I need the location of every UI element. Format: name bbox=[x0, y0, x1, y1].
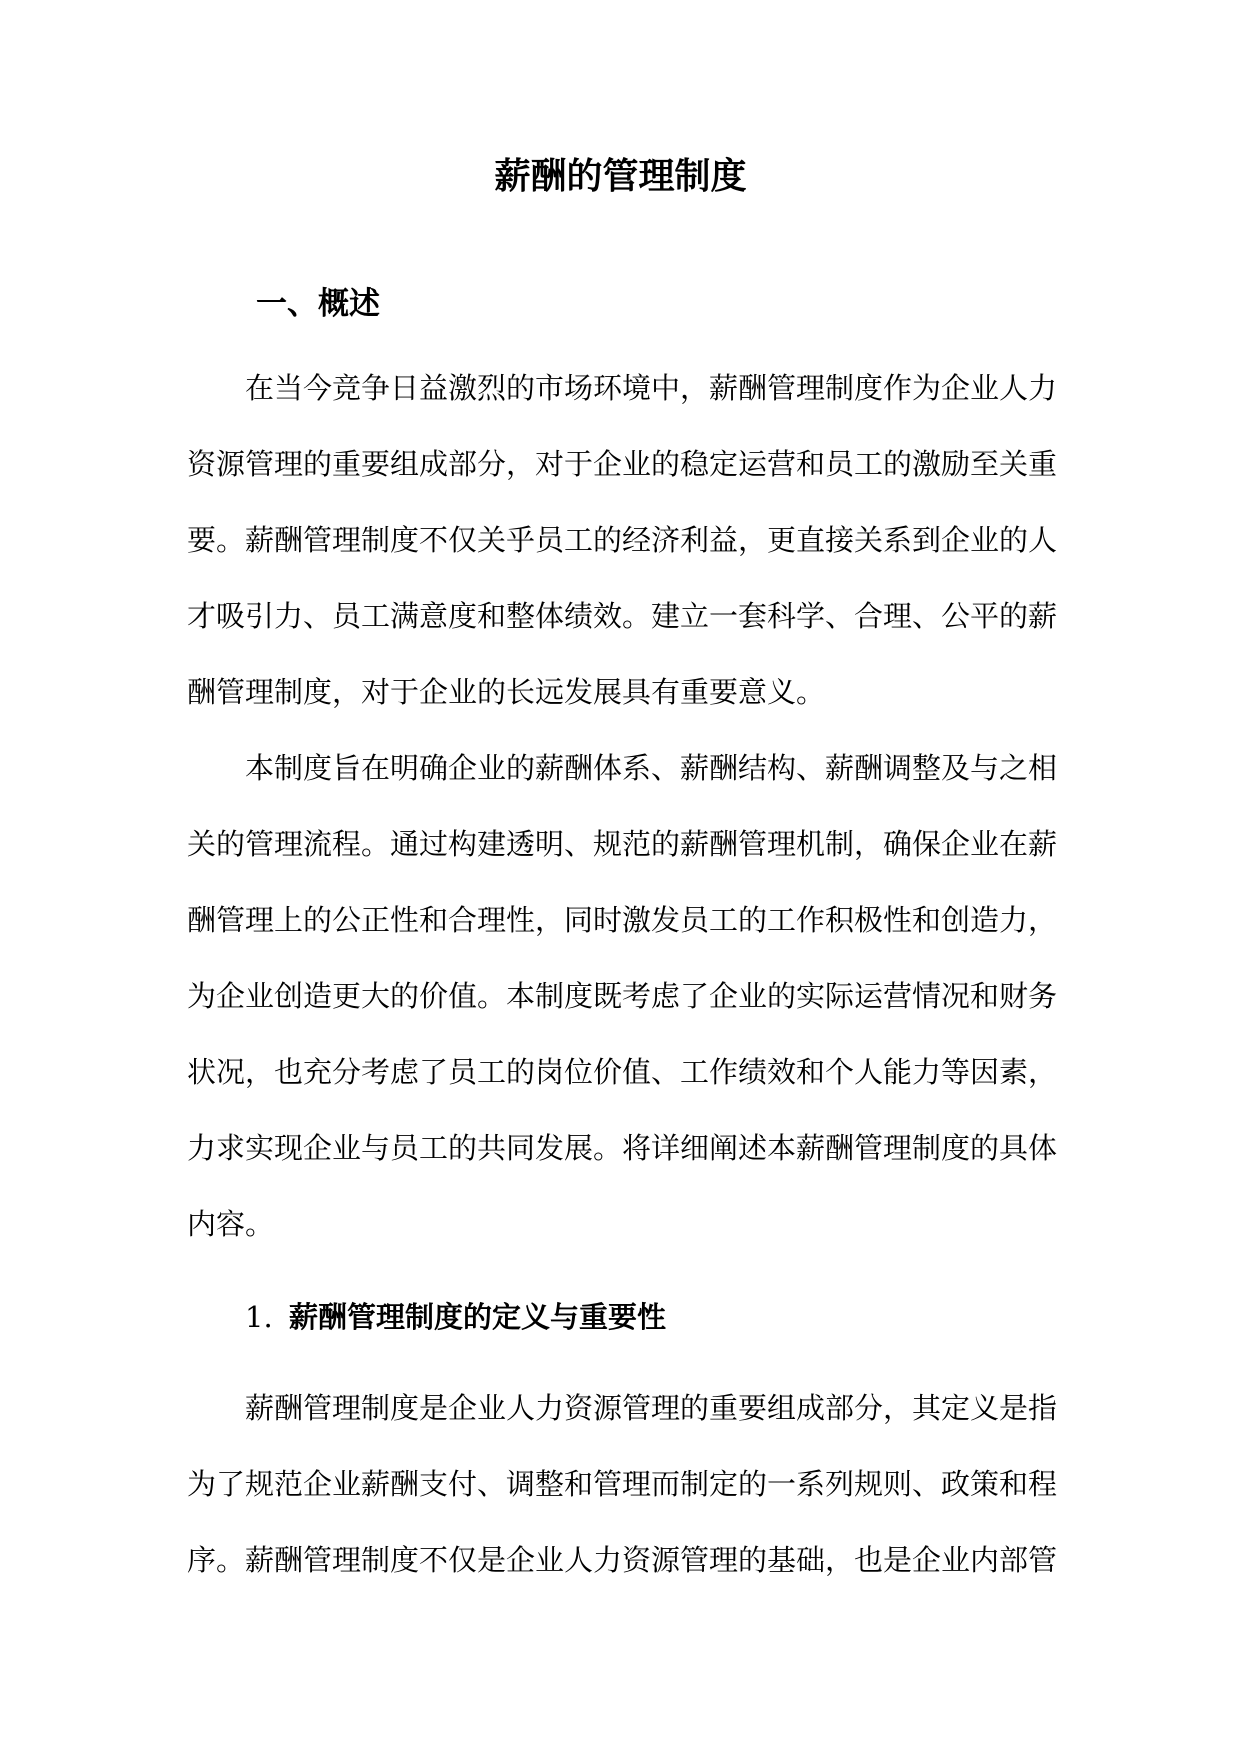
subsection-heading bbox=[245, 1295, 666, 1339]
subsection-title: 薪酬管理制度的定义与重要性 bbox=[289, 1300, 667, 1334]
paragraph: 在当今竞争日益激烈的市场环境中，薪酬管理制度作为企业人力资源管理的重要组成部分，对于企业的稳定运营和员工的激励至关重要。薪酬管理制度不仅关乎员工的经济利益，更直接关系到企业的人才吸引力、员工满意度和整体绩效。建立一套科学、合理、公平的薪酬管理制度，对于企业的长远发展具有重要意义。 bbox=[187, 371, 1058, 709]
document-title: 薪酬的管理制度 bbox=[494, 155, 747, 197]
paragraph: 本制度旨在明确企业的薪酬体系、薪酬结构、薪酬调整及与之相关的管理流程。通过构建透明、规范的薪酬管理机制，确保企业在薪酬管理上的公正性和合理性，同时激发员工的工作积极性和创造力，为企业创造更大的价值。本制度既考虑了企业的实际运营情况和财务状况，也充分考虑了员工的岗位价值、工作绩效和个人能力等因素，力求实现企业与员工的共同发展。将详细阐述本薪酬管理制度的具体内容。 bbox=[187, 751, 1058, 1241]
subsection-number: 1. bbox=[245, 1300, 273, 1334]
section-heading-overview: 一、概述 bbox=[256, 286, 380, 322]
paragraph: 薪酬管理制度是企业人力资源管理的重要组成部分，其定义是指为了规范企业薪酬支付、调整和管理而制定的一系列规则、政策和程序。薪酬管理制度不仅是企业人力资源管理的基础，也是企业内部管 bbox=[187, 1391, 1058, 1577]
